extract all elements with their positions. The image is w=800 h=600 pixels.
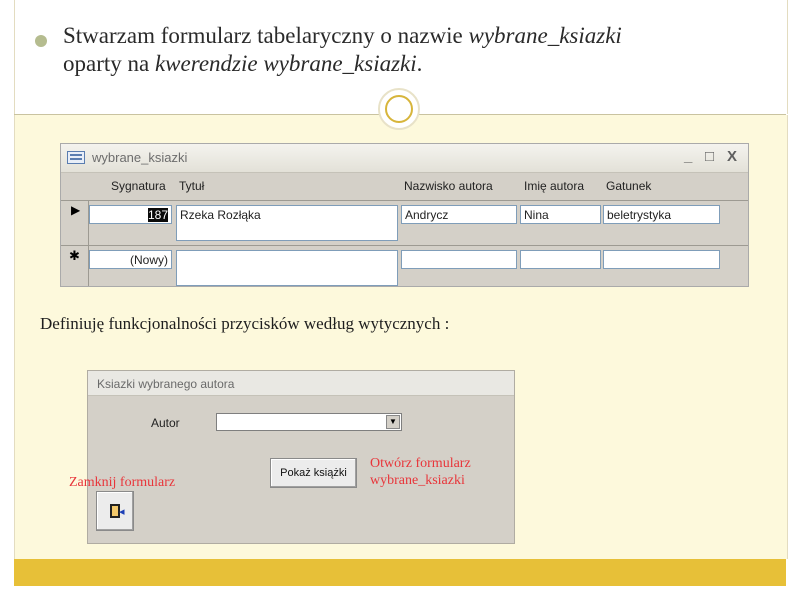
column-header-imie: Imię autora: [524, 179, 585, 193]
column-header-tytul: Tytuł: [179, 179, 205, 193]
arrow-left-icon: ◂: [119, 506, 125, 518]
gatunek-field[interactable]: beletrystyka: [603, 205, 720, 224]
new-record-selector[interactable]: [61, 246, 89, 286]
column-header-gatunek: Gatunek: [606, 179, 652, 193]
form-window-title: wybrane_ksiazki: [92, 150, 188, 165]
autor-label: Autor: [151, 416, 180, 430]
heading-query-name: kwerendzie wybrane_ksiazki: [154, 51, 417, 76]
header-separator: [61, 200, 748, 201]
annotation-close-form: Zamknij formularz: [69, 475, 176, 490]
new-sygnatura-field[interactable]: (Nowy): [89, 250, 172, 269]
decorative-circle-icon: [378, 88, 420, 130]
new-imie-field[interactable]: [520, 250, 601, 269]
bullet-icon: [35, 35, 47, 47]
record-separator: [61, 245, 748, 246]
minimize-button[interactable]: _: [684, 148, 693, 165]
heading-text-end: .: [416, 51, 423, 76]
form-window-titlebar[interactable]: [61, 144, 748, 173]
close-button[interactable]: X: [727, 148, 738, 165]
annotation-open-form: Otwórz formularz wybrane_ksiazki: [370, 456, 471, 488]
autor-combobox[interactable]: [216, 413, 402, 431]
form-icon: [67, 151, 85, 164]
column-header-sygnatura: Sygnatura: [111, 179, 166, 193]
slide-footer-band: [14, 559, 786, 586]
dialog-title: Ksiazki wybranego autora: [97, 377, 235, 391]
instruction-text: Definiuję funkcjonalności przycisków według wytycznych :: [40, 314, 450, 333]
imie-field[interactable]: Nina: [520, 205, 601, 224]
close-form-button[interactable]: [96, 491, 134, 531]
show-books-button[interactable]: Pokaż książki: [270, 458, 357, 488]
new-gatunek-field[interactable]: [603, 250, 720, 269]
heading-text: Stwarzam formularz tabelaryczny o nazwie: [63, 23, 463, 48]
form-window: [60, 143, 749, 287]
new-nazwisko-field[interactable]: [401, 250, 517, 269]
new-tytul-field[interactable]: [176, 250, 398, 286]
tytul-field[interactable]: Rzeka Rozłąka: [176, 205, 398, 241]
dialog-titlebar[interactable]: [88, 371, 514, 396]
sygnatura-value: 187: [147, 208, 168, 222]
heading-form-name: wybrane_ksiazki: [468, 23, 622, 48]
current-record-icon: ▶: [71, 203, 81, 217]
slide-heading: [63, 22, 623, 78]
maximize-button[interactable]: □: [705, 148, 715, 165]
record-selector[interactable]: [61, 201, 89, 245]
chevron-down-icon[interactable]: ▼: [386, 415, 400, 429]
nazwisko-field[interactable]: Andrycz: [401, 205, 517, 224]
new-record-icon: ✱: [69, 248, 80, 263]
sygnatura-field[interactable]: [89, 205, 172, 224]
column-header-nazwisko: Nazwisko autora: [404, 179, 493, 193]
heading-text-mid: oparty na: [63, 51, 155, 76]
